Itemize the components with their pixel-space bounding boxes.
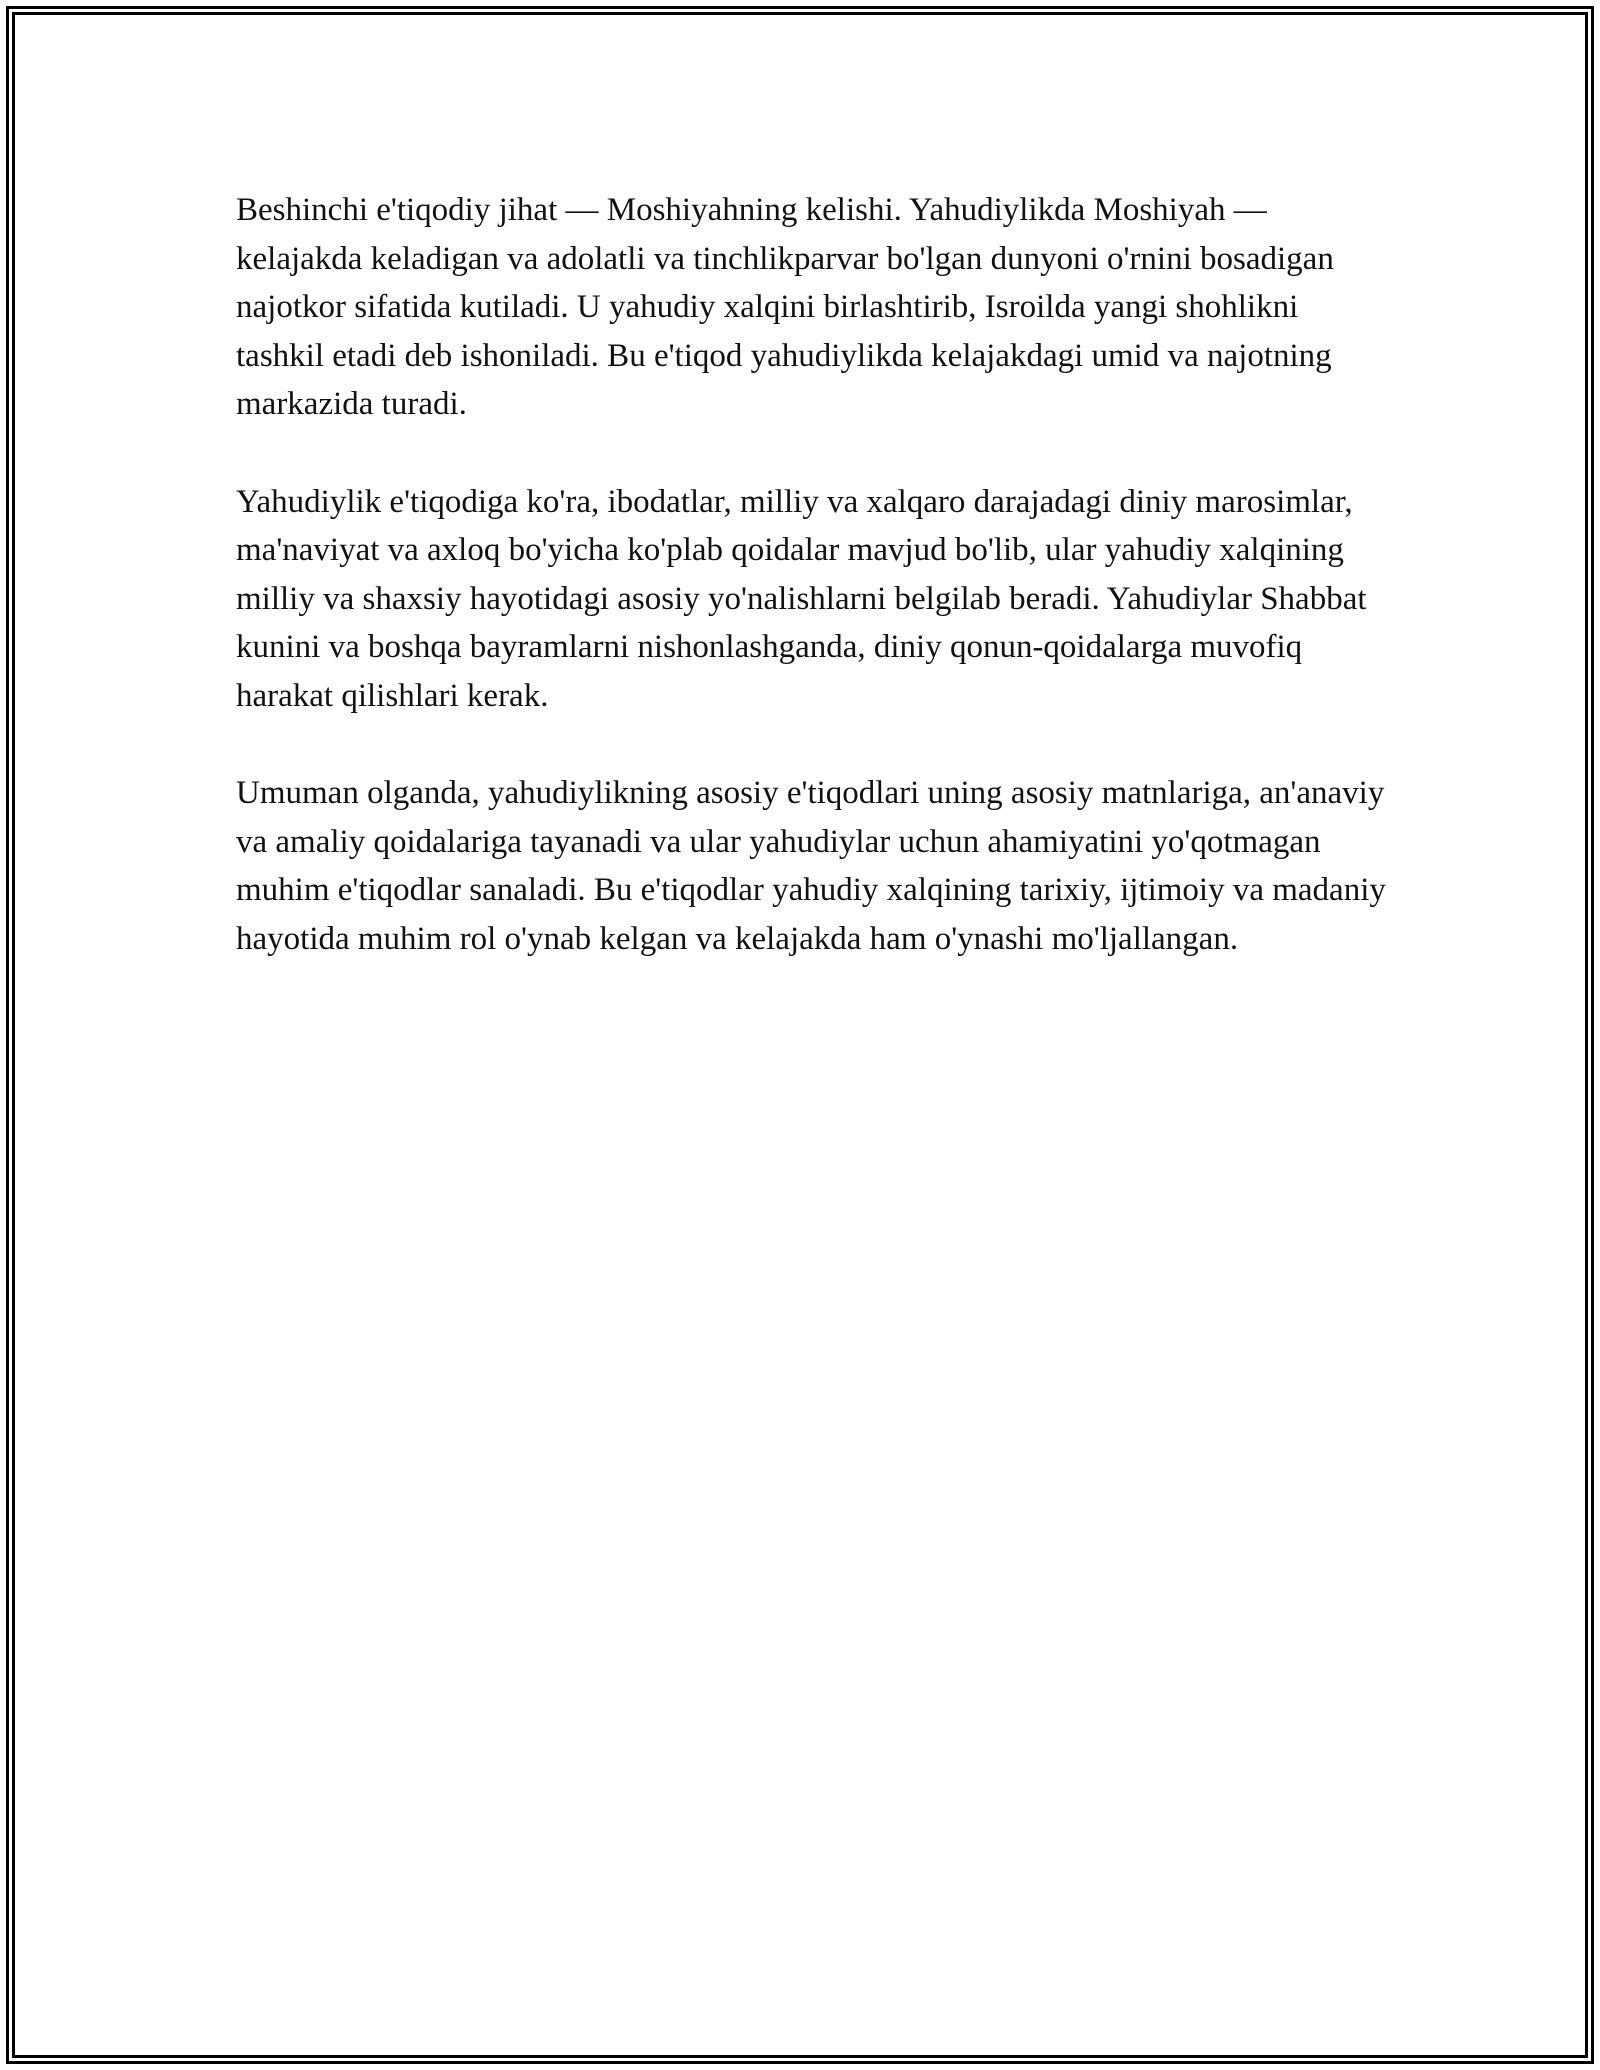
paragraph-rituals: Yahudiylik e'tiqodiga ko'ra, ibodatlar, milliy va xalqaro darajadagi diniy marosimlar, ma'naviyat va axloq bo'yicha ko'plab qoidalar mavjud bo'lib, ular yahudiy xalqining milliy va shaxsiy hayotidagi asosiy yo'nalishlarni belgilab beradi. Yahudiylar Shabbat kunini va boshqa bayramlarni nishonlashganda, diniy qonun-qoidalarga muvofiq harakat qilishlari kerak. <box>236 483 1367 714</box>
document-body <box>236 186 1386 1012</box>
paragraph-summary: Umuman olganda, yahudiylikning asosiy e'tiqodlari uning asosiy matnlariga, an'anaviy va amaliy qoidalariga tayanadi va ular yahudiylar uchun ahamiyatini yo'qotmagan muhim e'tiqodlar sanaladi. Bu e'tiqodlar yahudiy xalqining tarixiy, ijtimoiy va madaniy hayotida muhim rol o'ynab kelgan va kelajakda ham o'ynashi mo'ljallangan. <box>236 775 1386 957</box>
paragraph-moshiyah: Beshinchi e'tiqodiy jihat — Moshiyahning kelishi. Yahudiylikda Moshiyah — kelajakda keladigan va adolatli va tinchlikparvar bo'lgan dunyoni o'rnini bosadigan najotkor sifatida kutiladi. U yahudiy xalqini birlashtirib, Isroilda yangi shohlikni tashkil etadi deb ishoniladi. Bu e'tiqod yahudiylikda kelajakdagi umid va najotning markazida turadi. <box>236 192 1334 422</box>
